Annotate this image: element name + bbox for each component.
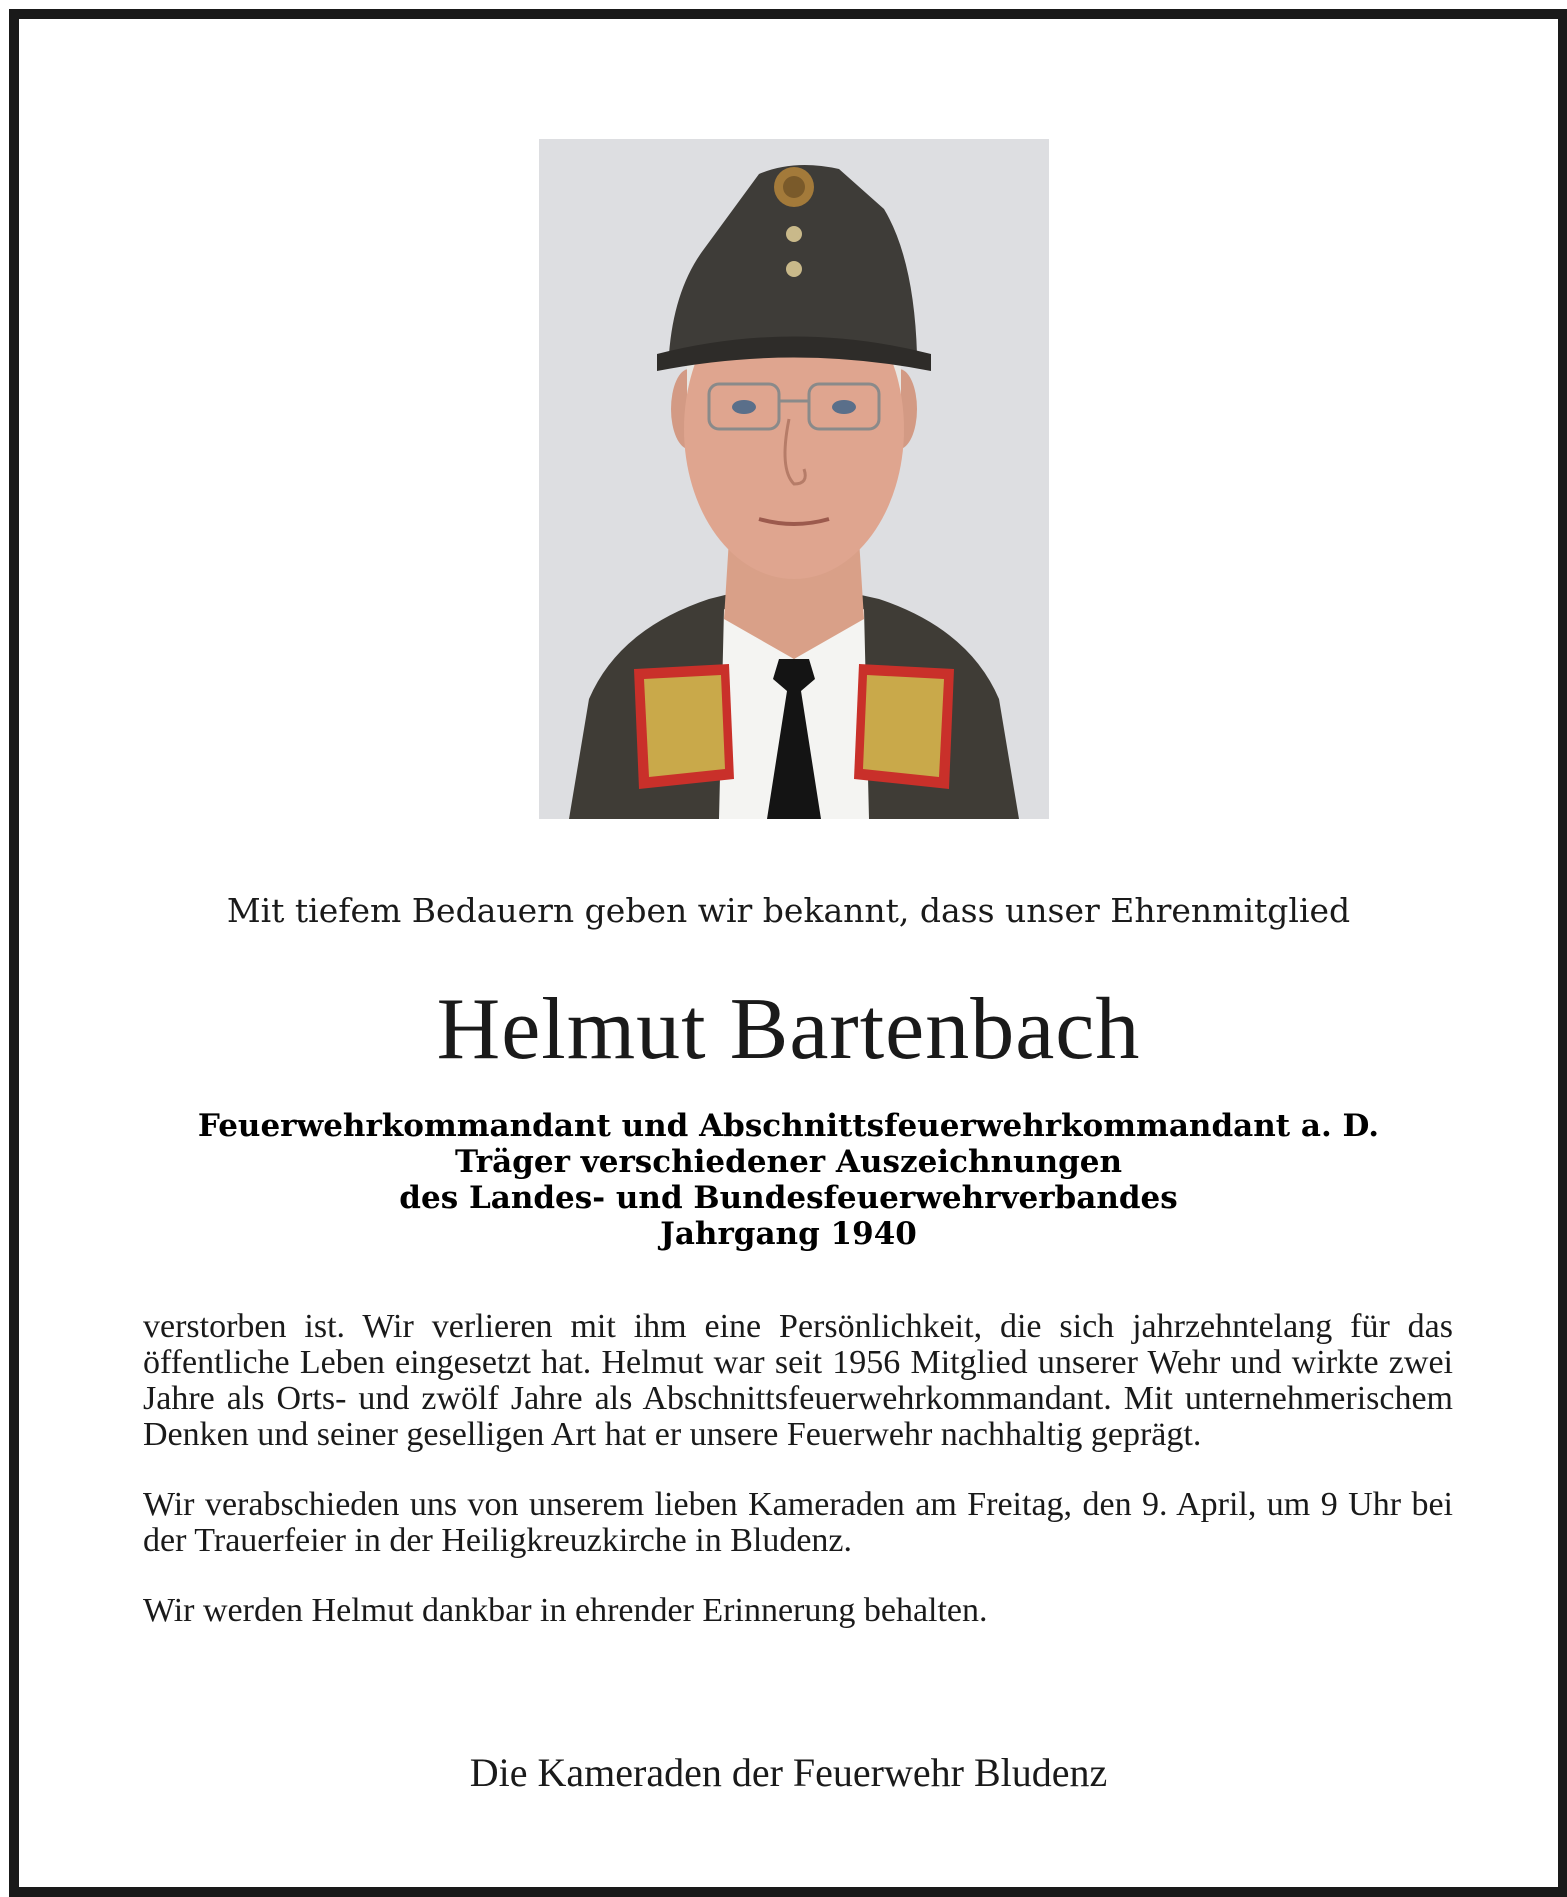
title-line: Jahrgang 1940 <box>660 1216 917 1252</box>
body-paragraph: Wir werden Helmut dankbar in ehrender Erinnerung behalten. <box>143 1592 988 1629</box>
title-line: Feuerwehrkommandant und Abschnittsfeuerwehrkommandant a. D. <box>197 1108 1380 1144</box>
obituary-frame <box>9 9 1567 1897</box>
obituary-body <box>143 1309 1453 1663</box>
title-line: des Landes- und Bundesfeuerwehrverbandes <box>399 1180 1178 1216</box>
intro-text: Mit tiefem Bedauern geben wir bekannt, dass unser Ehrenmitglied <box>226 891 1351 930</box>
portrait-illustration <box>539 139 1049 819</box>
signature: Die Kameraden der Feuerwehr Bludenz <box>469 1750 1108 1795</box>
body-paragraph: verstorben ist. Wir verlieren mit ihm eine Persönlichkeit, die sich jahrzehntelang für das öffentliche Leben eingesetzt hat. Helmut war seit 1956 Mitglied unserer Wehr und wirkte zwei Jahre als Orts- und zwölf Jahre als Abschnittsfeuerwehrkommandant. Mit unternehmerischem Denken und seiner geselligen Art hat er unsere Feuerwehr nachhaltig geprägt. <box>143 1308 1453 1453</box>
portrait-photo <box>539 139 1049 819</box>
titles-block <box>19 1108 1558 1252</box>
body-paragraph: Wir verabschieden uns von unserem lieben Kameraden am Freitag, den 9. April, um 9 Uhr bei der Trauerfeier in der Heiligkreuzkirche in Bludenz. <box>143 1486 1453 1559</box>
deceased-name: Helmut Bartenbach <box>436 981 1141 1078</box>
title-line: Träger verschiedener Auszeichnungen <box>454 1144 1123 1180</box>
